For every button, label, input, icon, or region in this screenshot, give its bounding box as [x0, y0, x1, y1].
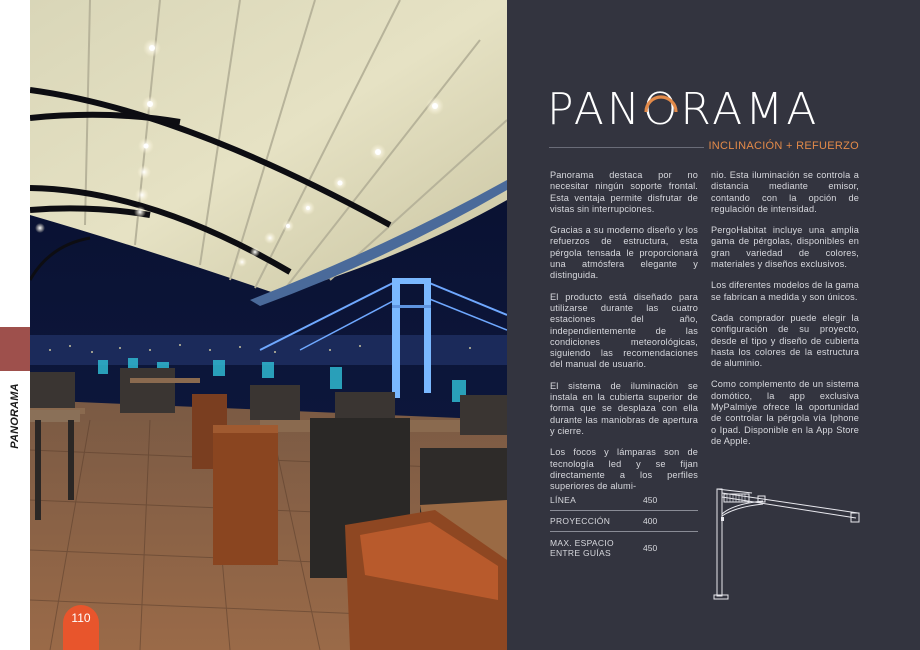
section-label: PANORAMA	[9, 383, 21, 449]
specs-table	[550, 490, 698, 564]
hero-photo	[30, 0, 507, 650]
spec-label: MAX. ESPACIO ENTRE GUÍAS	[550, 538, 614, 558]
section-tab	[0, 327, 31, 371]
spec-value: 450	[643, 495, 658, 505]
spec-value: 450	[643, 543, 658, 553]
pergola-diagram	[713, 480, 863, 600]
paragraph: Gracias a su moderno diseño y los refuerzos de estructura, esta pérgola tensada le proporcionará una atmósfera elegante y distinguida.	[550, 225, 698, 281]
body-column-right	[711, 170, 859, 457]
spec-label: PROYECCIÓN	[550, 516, 611, 526]
product-subtitle: INCLINACIÓN + REFUERZO	[708, 140, 859, 152]
pergola-side-profile-icon	[713, 480, 863, 600]
paragraph: El producto está diseñado para utilizarse durante las cuatro estaciones del año, independientemente de las condiciones meteorológicas, siguiendo las recomendaciones del manual de usuario.	[550, 291, 698, 370]
paragraph: El sistema de iluminación se instala en la cubierta superior de forma que se desplaza con ella durante las maniobras de apertura y cierre.	[550, 380, 698, 436]
spec-label: LÍNEA	[550, 495, 577, 505]
body-column-left	[550, 170, 698, 502]
terrace-photo-illustration	[30, 0, 507, 650]
paragraph: Panorama destaca por no necesitar ningún soporte frontal. Esta ventaja permite disfrutar de vistas sin interrupciones.	[550, 170, 698, 214]
spec-value: 400	[643, 516, 658, 526]
left-margin	[0, 0, 30, 650]
paragraph: Como complemento de un sistema domótico, la app exclusiva MyPalmiye ofrece la oportunidad de controlar la pérgola vía Iphone o Ipad. Disponible en la App Store de Apple.	[711, 379, 859, 446]
title-divider	[549, 147, 704, 148]
paragraph: PergoHabitat incluye una amplia gama de pérgolas, disponibles en gran variedad de colores, materiales y diseños exclusivos.	[711, 225, 859, 270]
spec-row-proyeccion	[550, 511, 698, 532]
page-number-badge: 110	[63, 605, 99, 650]
spec-row-linea	[550, 490, 698, 511]
paragraph: Los diferentes modelos de la gama se fabrican a medida y son únicos.	[711, 280, 859, 302]
paragraph: Cada comprador puede elegir la configuración de su proyecto, desde el tipo y diseño de cubierta hasta los colores de la estructura de aluminio.	[711, 312, 859, 369]
paragraph: nio. Esta iluminación se controla a distancia mediante emisor, contando con la opción de regulación de intensidad.	[711, 170, 859, 214]
orange-arc-icon	[643, 93, 679, 113]
paragraph: Los focos y lámparas son de tecnología led y se fijan directamente a los perfiles superiores de alumi-	[550, 447, 698, 492]
spec-row-max-espacio	[550, 532, 698, 564]
content-panel	[507, 0, 920, 650]
product-title: PANO RAMA	[547, 84, 820, 135]
title-o-accent: O	[642, 84, 681, 135]
